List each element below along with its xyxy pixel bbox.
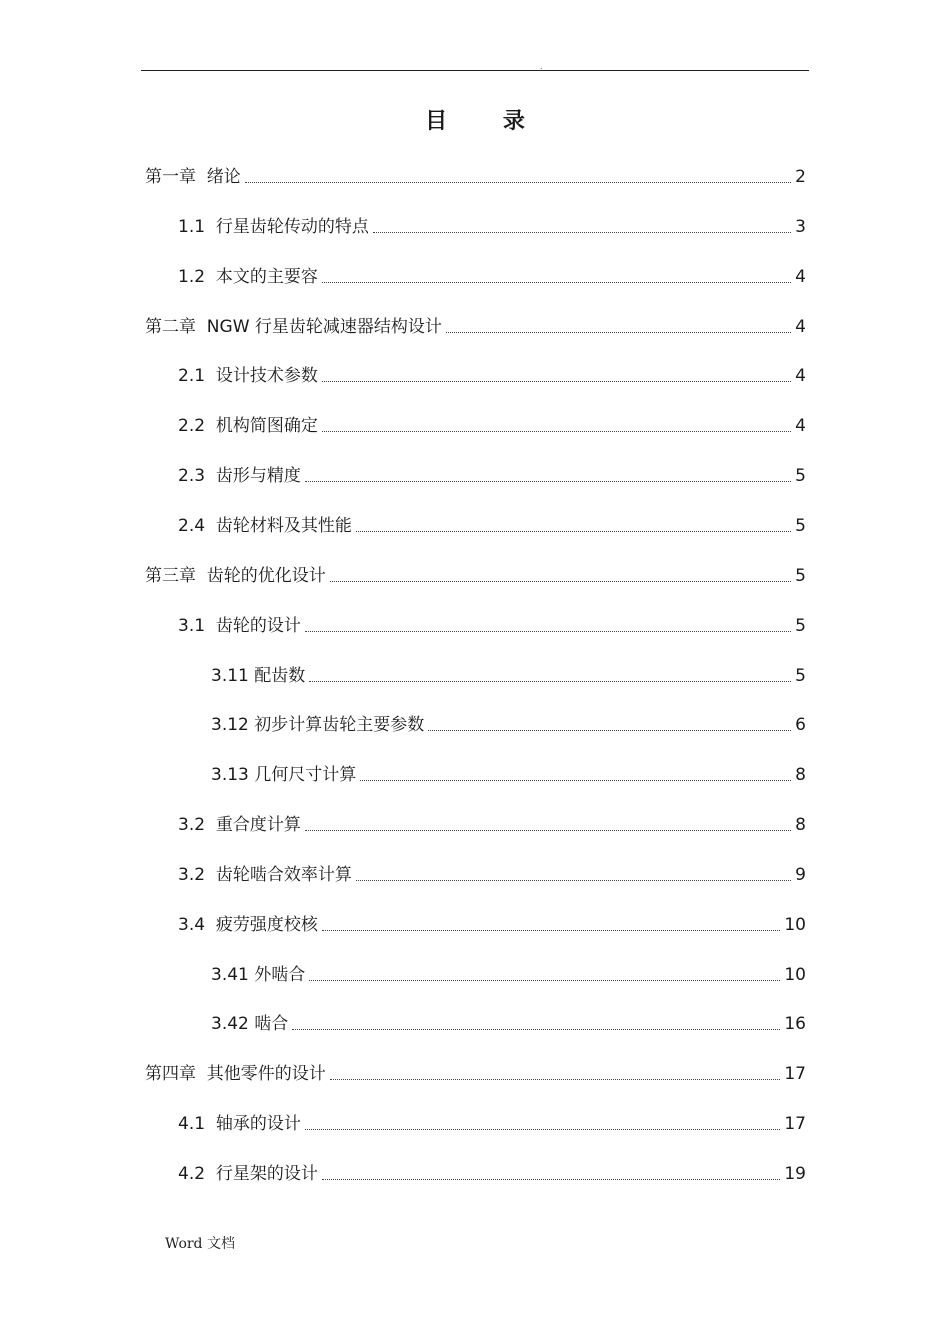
toc-entry-label: 2.1 设计技术参数 bbox=[178, 366, 318, 387]
toc-entry-page: 5 bbox=[795, 466, 806, 487]
toc-entry[interactable] bbox=[178, 908, 806, 936]
toc-dot-leader bbox=[322, 1179, 781, 1180]
toc-entry-label: 3.2 齿轮啮合效率计算 bbox=[178, 864, 352, 885]
toc-entry-page: 9 bbox=[795, 864, 806, 885]
toc-entry-page: 4 bbox=[795, 266, 806, 287]
toc-entry-label: 3.11 配齿数 bbox=[211, 665, 306, 686]
toc-entry[interactable] bbox=[145, 160, 806, 188]
toc-entry-label: 2.3 齿形与精度 bbox=[178, 466, 301, 487]
toc-dot-leader bbox=[356, 531, 791, 532]
toc-entry-page: 10 bbox=[784, 964, 806, 985]
toc-entry-label: 2.4 齿轮材料及其性能 bbox=[178, 515, 352, 536]
toc-entry[interactable] bbox=[178, 1107, 806, 1135]
toc-dot-leader bbox=[322, 282, 791, 283]
toc-dot-leader bbox=[305, 1129, 781, 1130]
toc-dot-leader bbox=[245, 182, 791, 183]
toc-entry-page: 5 bbox=[795, 565, 806, 586]
toc-entry[interactable] bbox=[178, 808, 806, 836]
toc-entry[interactable] bbox=[178, 359, 806, 387]
page-title: 目 录 bbox=[425, 109, 549, 134]
toc-dot-leader bbox=[330, 581, 791, 582]
toc-dot-leader bbox=[356, 880, 791, 881]
toc-entry-page: 6 bbox=[795, 715, 806, 736]
toc-entry[interactable] bbox=[178, 609, 806, 637]
toc-entry[interactable] bbox=[211, 958, 806, 986]
toc-entry[interactable] bbox=[178, 459, 806, 487]
toc-entry[interactable] bbox=[145, 1057, 806, 1085]
toc-entry-label: 第二章 NGW 行星齿轮减速器结构设计 bbox=[145, 316, 442, 337]
toc-entry-page: 8 bbox=[795, 815, 806, 836]
toc-entry-page: 4 bbox=[795, 316, 806, 337]
toc-entry[interactable] bbox=[178, 509, 806, 537]
toc-entry-page: 2 bbox=[795, 167, 806, 187]
toc-entry-label: 3.1 齿轮的设计 bbox=[178, 615, 301, 636]
toc-entry-page: 5 bbox=[795, 615, 806, 636]
toc-entry-label: 3.4 疲劳强度校核 bbox=[178, 914, 318, 935]
toc-dot-leader bbox=[305, 631, 791, 632]
toc-entry-label: 3.42 啮合 bbox=[211, 1014, 289, 1035]
toc-entry-label: 3.2 重合度计算 bbox=[178, 815, 301, 836]
toc-entry-label: 1.1 行星齿轮传动的特点 bbox=[178, 216, 369, 237]
toc-dot-leader bbox=[446, 332, 791, 333]
header-mark: . bbox=[540, 62, 543, 71]
toc-entry[interactable] bbox=[178, 260, 806, 288]
toc-entry-page: 19 bbox=[784, 1164, 806, 1184]
footer-text: Word 文档 bbox=[165, 1236, 235, 1252]
toc-dot-leader bbox=[309, 980, 780, 981]
toc-entry-page: 10 bbox=[784, 914, 806, 935]
toc-entry[interactable] bbox=[211, 659, 806, 687]
toc-entry-label: 3.41 外啮合 bbox=[211, 964, 306, 985]
toc-entry[interactable] bbox=[145, 559, 806, 587]
toc-entry-page: 5 bbox=[795, 665, 806, 686]
toc-entry-page: 5 bbox=[795, 515, 806, 536]
toc-dot-leader bbox=[309, 681, 791, 682]
toc-entry-label: 2.2 机构简图确定 bbox=[178, 416, 318, 437]
toc-dot-leader bbox=[360, 780, 791, 781]
toc-entry-page: 4 bbox=[795, 416, 806, 437]
toc-entry-page: 17 bbox=[784, 1114, 806, 1135]
toc-entry[interactable] bbox=[211, 708, 806, 736]
toc-entry[interactable] bbox=[178, 1157, 806, 1185]
toc-dot-leader bbox=[292, 1029, 780, 1030]
header-rule bbox=[141, 70, 809, 71]
toc-entry-label: 4.2 行星架的设计 bbox=[178, 1164, 318, 1184]
toc-entry-page: 3 bbox=[795, 216, 806, 237]
toc-entry-label: 3.13 几何尺寸计算 bbox=[211, 765, 357, 786]
toc-entry-page: 17 bbox=[784, 1064, 806, 1085]
toc-entry[interactable] bbox=[178, 409, 806, 437]
toc-entry[interactable] bbox=[178, 210, 806, 238]
toc-entry[interactable] bbox=[145, 310, 806, 338]
toc-entry[interactable] bbox=[211, 1007, 806, 1035]
toc-entry-page: 16 bbox=[784, 1014, 806, 1035]
toc-dot-leader bbox=[330, 1079, 781, 1080]
toc-dot-leader bbox=[322, 431, 791, 432]
toc-entry-label: 第四章 其他零件的设计 bbox=[145, 1064, 326, 1085]
toc-entry-label: 第一章 绪论 bbox=[145, 167, 241, 187]
toc-dot-leader bbox=[322, 930, 781, 931]
toc-dot-leader bbox=[305, 830, 791, 831]
toc-entry-page: 8 bbox=[795, 765, 806, 786]
toc-entry-page: 4 bbox=[795, 366, 806, 387]
toc-entry[interactable] bbox=[178, 858, 806, 886]
toc-dot-leader bbox=[373, 232, 791, 233]
toc-dot-leader bbox=[305, 481, 791, 482]
toc-entry[interactable] bbox=[211, 758, 806, 786]
toc-dot-leader bbox=[322, 381, 791, 382]
toc-entry-label: 1.2 本文的主要容 bbox=[178, 266, 318, 287]
toc-entry-label: 4.1 轴承的设计 bbox=[178, 1114, 301, 1135]
toc-entry-label: 3.12 初步计算齿轮主要参数 bbox=[211, 715, 425, 736]
toc-dot-leader bbox=[428, 730, 791, 731]
toc-entry-label: 第三章 齿轮的优化设计 bbox=[145, 565, 326, 586]
